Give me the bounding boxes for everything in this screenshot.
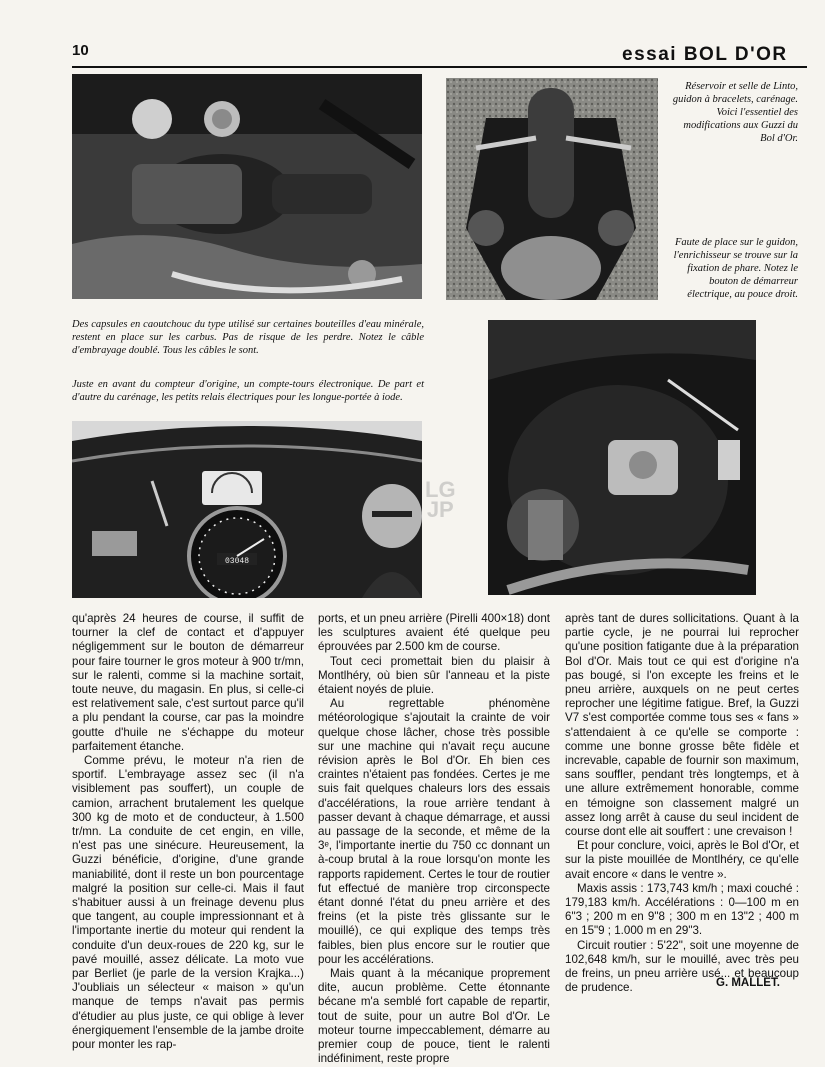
paragraph: Maxis assis : 173,743 km/h ; maxi couché : 179,183 km/h. Accélérations : 0—100 m en 6"3 ; 200 m en 9"8 ; 300 m en 13"2 ; 400 m en 15"9 ; 1.000 m en 29"3. xyxy=(565,881,799,938)
paragraph: Tout ceci promettait bien du plaisir à Montlhéry, où bien sûr l'anneau et la piste étaient noyés de pluie. xyxy=(318,654,550,697)
photo-dashboard-speedometer xyxy=(72,421,422,598)
article-column-1 xyxy=(72,612,304,1052)
section-title: essai BOL D'OR xyxy=(622,44,788,65)
caption-headlight: Faute de place sur le guidon, l'enrichisseur se trouve sur la fixation de phare. Notez le bouton de démarreur électrique, au pouce droit. xyxy=(673,237,798,300)
watermark-logo xyxy=(425,477,456,522)
photo-headlight-fork xyxy=(488,320,756,595)
photo-tank-saddle xyxy=(446,78,658,300)
article-column-2 xyxy=(318,612,550,1067)
photo-engine-carburettor xyxy=(72,74,422,299)
paragraph: Au regrettable phénomène météorologique s'ajoutait la crainte de voir quelque chose lâcher, chose très possible sur une machine qui n'avait reçu aucune révision après le Bol d'Or. Eh bien ces craintes n'étaient pas fondées. Certes je me suis fait quelques chaleurs lors des essais d'accélérations, la roue arrière tendant à passer devant à chaque démarrage, et aussi au passage de la seconde, et même de la 3ᵉ, l'importante inertie du 750 cc donnant un à-coup brutal à la roue lorsqu'on monte les rapports rapidement. Certes le tour de routier fut effectué de manière trop circonspecte étant donné l'état du pneu arrière et des freins (et la piste très glissante sur le mouillé), ce qui explique des temps très faibles, bien plus encore sur le routier que pour les accélérations. xyxy=(318,697,550,966)
speedometer-odometer: 03048 xyxy=(224,557,250,566)
article-column-3 xyxy=(565,612,799,995)
paragraph: Circuit routier : 5'22", soit une moyenne de 102,648 km/h, sur le mouillé, avec très peu de freins, un pneu arrière usé... et beaucoup de prudence. xyxy=(565,938,799,995)
paragraph: Et pour conclure, voici, après le Bol d'Or, et sur la piste mouillée de Montlhéry, ce qu'elle avait encore « dans le ventre ». xyxy=(565,839,799,881)
caption-tank-saddle: Réservoir et selle de Linto, guidon à bracelets, carénage. Voici l'essentiel des modifications aux Guzzi du Bol d'Or. xyxy=(672,81,798,144)
paragraph: après tant de dures sollicitations. Quant à la partie cycle, je ne pourrai lui reprocher qu'une position fatigante due à la préparation Bol d'Or. Mais tout ce qui est d'origine n'a pas bougé, si l'on excepte les freins et le pneu arrière, auxquels on ne peut certes reprocher une légitime fatigue. Bref, la Guzzi V7 s'est comportée comme tous ses « fans » s'attendaient à ce qu'elle se comporte : comme une bonne grosse bête fidèle et increvable, capable de fournir son maximum, sans souffler, pendant très longtemps, et à une allure extrêmement honorable, comme en témoigne son classement malgré un assez long arrêt à cause du seul incident de course dont elle ait souffert : une crevaison ! xyxy=(565,612,799,839)
header-rule xyxy=(72,66,807,68)
page-number: 10 xyxy=(72,42,89,59)
paragraph: qu'après 24 heures de course, il suffit de tourner la clef de contact et d'appuyer négligemment sur le bouton de démarreur pour faire tourner le gros moteur à 900 tr/mn, sur le ralenti, comme si la machine sortait, toute neuve, du magasin. En plus, si celle-ci est relativement sale, c'est surtout parce qu'il a plu pendant la course, car pas la moindre goutte d'huile ne s'échappe du moteur parfaitement étanche. xyxy=(72,612,304,753)
paragraph: Mais quant à la mécanique proprement dite, aucun problème. Cette étonnante bécane m'a semblé fort capable de repartir, tout de suite, pour un autre Bol d'Or. Le moteur tourne impeccablement, démarre au premier coup de pouce, tient le ralenti indéfiniment, reste propre xyxy=(318,967,550,1066)
author-signature: G. MALLET. xyxy=(716,977,780,989)
paragraph: Comme prévu, le moteur n'a rien de sportif. L'embrayage assez sec (il n'a visiblement pas souffert), un couple de camion, arrachent brutalement les quelque 300 kg de moto et de conducteur, à 1.500 tr/mn. La conduite de cet engin, en ville, n'est pas une sinécure. Heureusement, la Guzzi bénéficie, d'origine, d'une grande maniabilité, dont il reste un bon pourcentage malgré la position sur celle-ci. Mais il faut s'habituer aussi à un freinage devenu plus que tangent, au couple impressionnant et à l'importante inertie du moteur qui rendent la conduite d'un deux-roues de 220 kg, sur le pavé mouillé, assez délicate. La moto vue par Berliet (je parle de la version Krajka...) J'oubliais un sélecteur « maison » qu'un manque de temps n'avait pas permis d'étudier au plus juste, ce qui oblige à lever énergiquement l'ensemble de la jambe droite pour monter les rap- xyxy=(72,754,304,1052)
caption-capsules: Des capsules en caoutchouc du type utilisé sur certaines bouteilles d'eau minérale, restent en place sur les carbus. Pas de risque de les perdre. Notez le câble d'embrayage doublé. Tous les câbles le sont. xyxy=(72,319,424,356)
caption-counter: Juste en avant du compteur d'origine, un compte-tours électronique. De part et d'autre du carénage, les petits relais électriques pour les longue-portée à iode. xyxy=(72,379,424,403)
watermark-line2: JP xyxy=(426,497,454,522)
paragraph: ports, et un pneu arrière (Pirelli 400×18) dont les sculptures avaient été quelque peu éprouvées par 2.500 km de course. xyxy=(318,612,550,654)
watermark-line1: LG xyxy=(425,477,456,502)
